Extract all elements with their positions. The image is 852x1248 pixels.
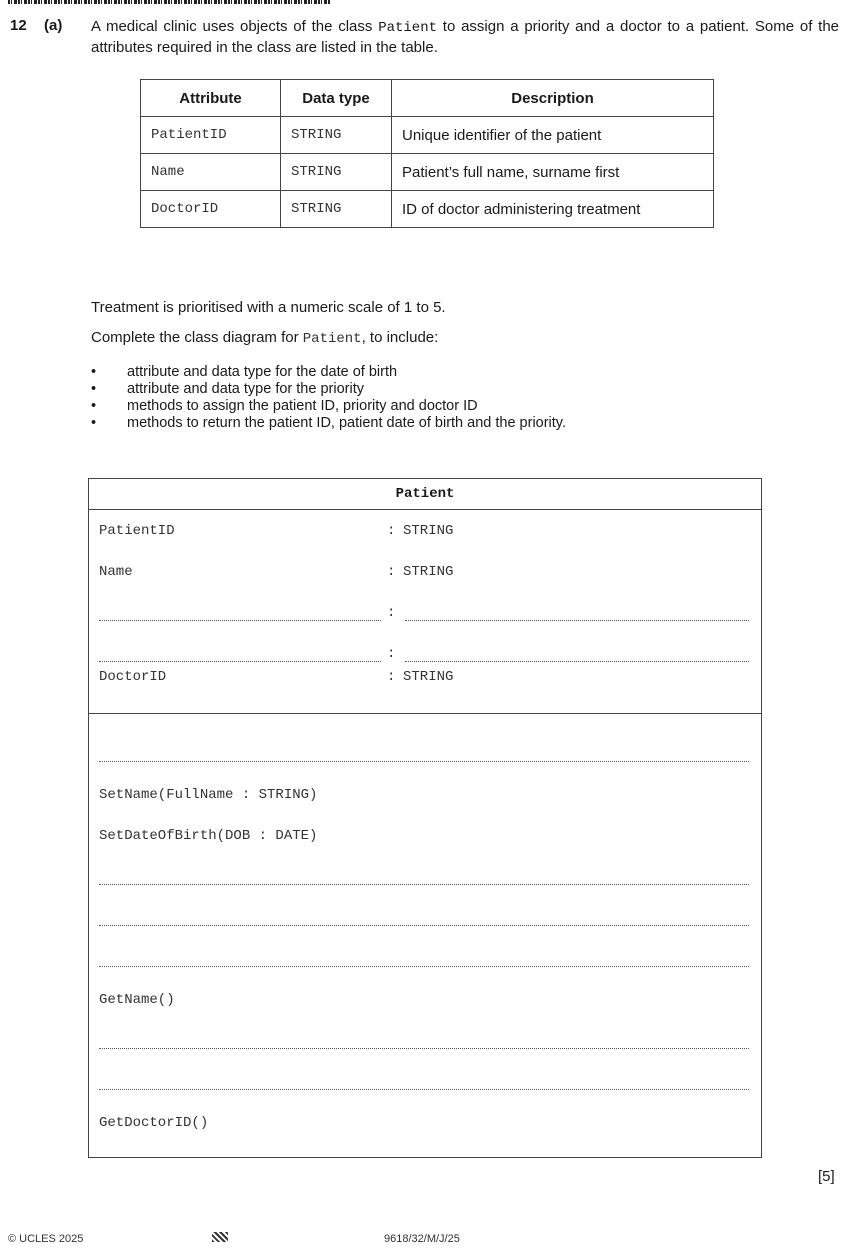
answer-line-method[interactable] — [99, 761, 749, 762]
class-diagram — [88, 478, 762, 1158]
class-diagram-title: Patient — [89, 479, 761, 510]
marks-label: [5] — [818, 1168, 835, 1185]
bullet-icon: • — [91, 398, 97, 414]
list-item-text: attribute and data type for the priority — [127, 381, 364, 397]
table-row — [141, 154, 714, 191]
bullet-icon: • — [91, 364, 97, 380]
attribute-name: PatientID — [99, 523, 175, 539]
class-diagram-divider — [89, 713, 761, 714]
method-name: GetName() — [99, 992, 175, 1008]
attribute-colon: : — [387, 605, 396, 621]
list-item — [91, 381, 566, 398]
attribute-colon: : — [387, 523, 396, 539]
attribute-type: STRING — [403, 523, 454, 539]
intro-class-name: Patient — [378, 20, 437, 36]
intro-text-pre: A medical clinic uses objects of the class — [91, 18, 379, 35]
attribute-name: DoctorID — [99, 669, 167, 685]
answer-line-attribute-type[interactable] — [405, 661, 749, 662]
answer-line-method[interactable] — [99, 925, 749, 926]
attribute-table — [140, 79, 714, 228]
bullet-icon: • — [91, 415, 97, 431]
requirements-list — [91, 364, 566, 432]
cell-data-type: STRING — [281, 191, 392, 228]
table-row — [141, 191, 714, 228]
cell-attribute: PatientID — [141, 117, 281, 154]
cell-description: Patient’s full name, surname first — [392, 154, 714, 191]
header-description: Description — [392, 80, 714, 117]
answer-line-attribute-name[interactable] — [99, 620, 381, 621]
barcode-strip — [8, 0, 330, 4]
footer-copyright: © UCLES 2025 — [8, 1233, 84, 1245]
complete-class-name: Patient — [302, 331, 362, 347]
attribute-name: Name — [99, 564, 133, 580]
attribute-colon: : — [387, 646, 396, 662]
footer-code: 9618/32/M/J/25 — [384, 1233, 460, 1245]
list-item-text: methods to return the patient ID, patient date of birth and the priority. — [127, 415, 567, 431]
complete-instruction — [91, 328, 438, 349]
table-row — [141, 117, 714, 154]
attribute-colon: : — [387, 564, 396, 580]
attribute-colon: : — [387, 669, 396, 685]
list-item — [91, 398, 566, 415]
answer-line-method[interactable] — [99, 1048, 749, 1049]
method-name: GetDoctorID() — [99, 1115, 209, 1131]
list-item-text: methods to assign the patient ID, priority and doctor ID — [127, 398, 478, 414]
attribute-type: STRING — [403, 564, 454, 580]
cell-data-type: STRING — [281, 117, 392, 154]
cell-description: Unique identifier of the patient — [392, 117, 714, 154]
qr-code — [212, 1232, 228, 1242]
header-data-type: Data type — [281, 80, 392, 117]
method-name: SetName(FullName : STRING) — [99, 787, 318, 803]
answer-line-attribute-name[interactable] — [99, 661, 381, 662]
header-attribute: Attribute — [141, 80, 281, 117]
answer-line-attribute-type[interactable] — [405, 620, 749, 621]
answer-line-method[interactable] — [99, 966, 749, 967]
intro-text-post: to assign a priority and a doctor to a patient. Some of the attributes required in the class are listed in the table. — [91, 18, 839, 56]
method-name: SetDateOfBirth(DOB : DATE) — [99, 828, 318, 844]
question-intro — [91, 17, 839, 58]
cell-attribute: DoctorID — [141, 191, 281, 228]
cell-description: ID of doctor administering treatment — [392, 191, 714, 228]
answer-line-method[interactable] — [99, 884, 749, 885]
bullet-icon: • — [91, 381, 97, 397]
question-number: 12 — [10, 17, 27, 34]
table-header-row — [141, 80, 714, 117]
cell-attribute: Name — [141, 154, 281, 191]
list-item — [91, 415, 566, 432]
cell-data-type: STRING — [281, 154, 392, 191]
list-item — [91, 364, 566, 381]
complete-text-post: , to include: — [361, 329, 439, 346]
complete-text-pre: Complete the class diagram for — [91, 329, 303, 346]
treatment-text: Treatment is prioritised with a numeric scale of 1 to 5. — [91, 299, 446, 316]
question-part: (a) — [44, 17, 63, 34]
answer-line-method[interactable] — [99, 1089, 749, 1090]
list-item-text: attribute and data type for the date of birth — [127, 364, 398, 380]
attribute-type: STRING — [403, 669, 454, 685]
